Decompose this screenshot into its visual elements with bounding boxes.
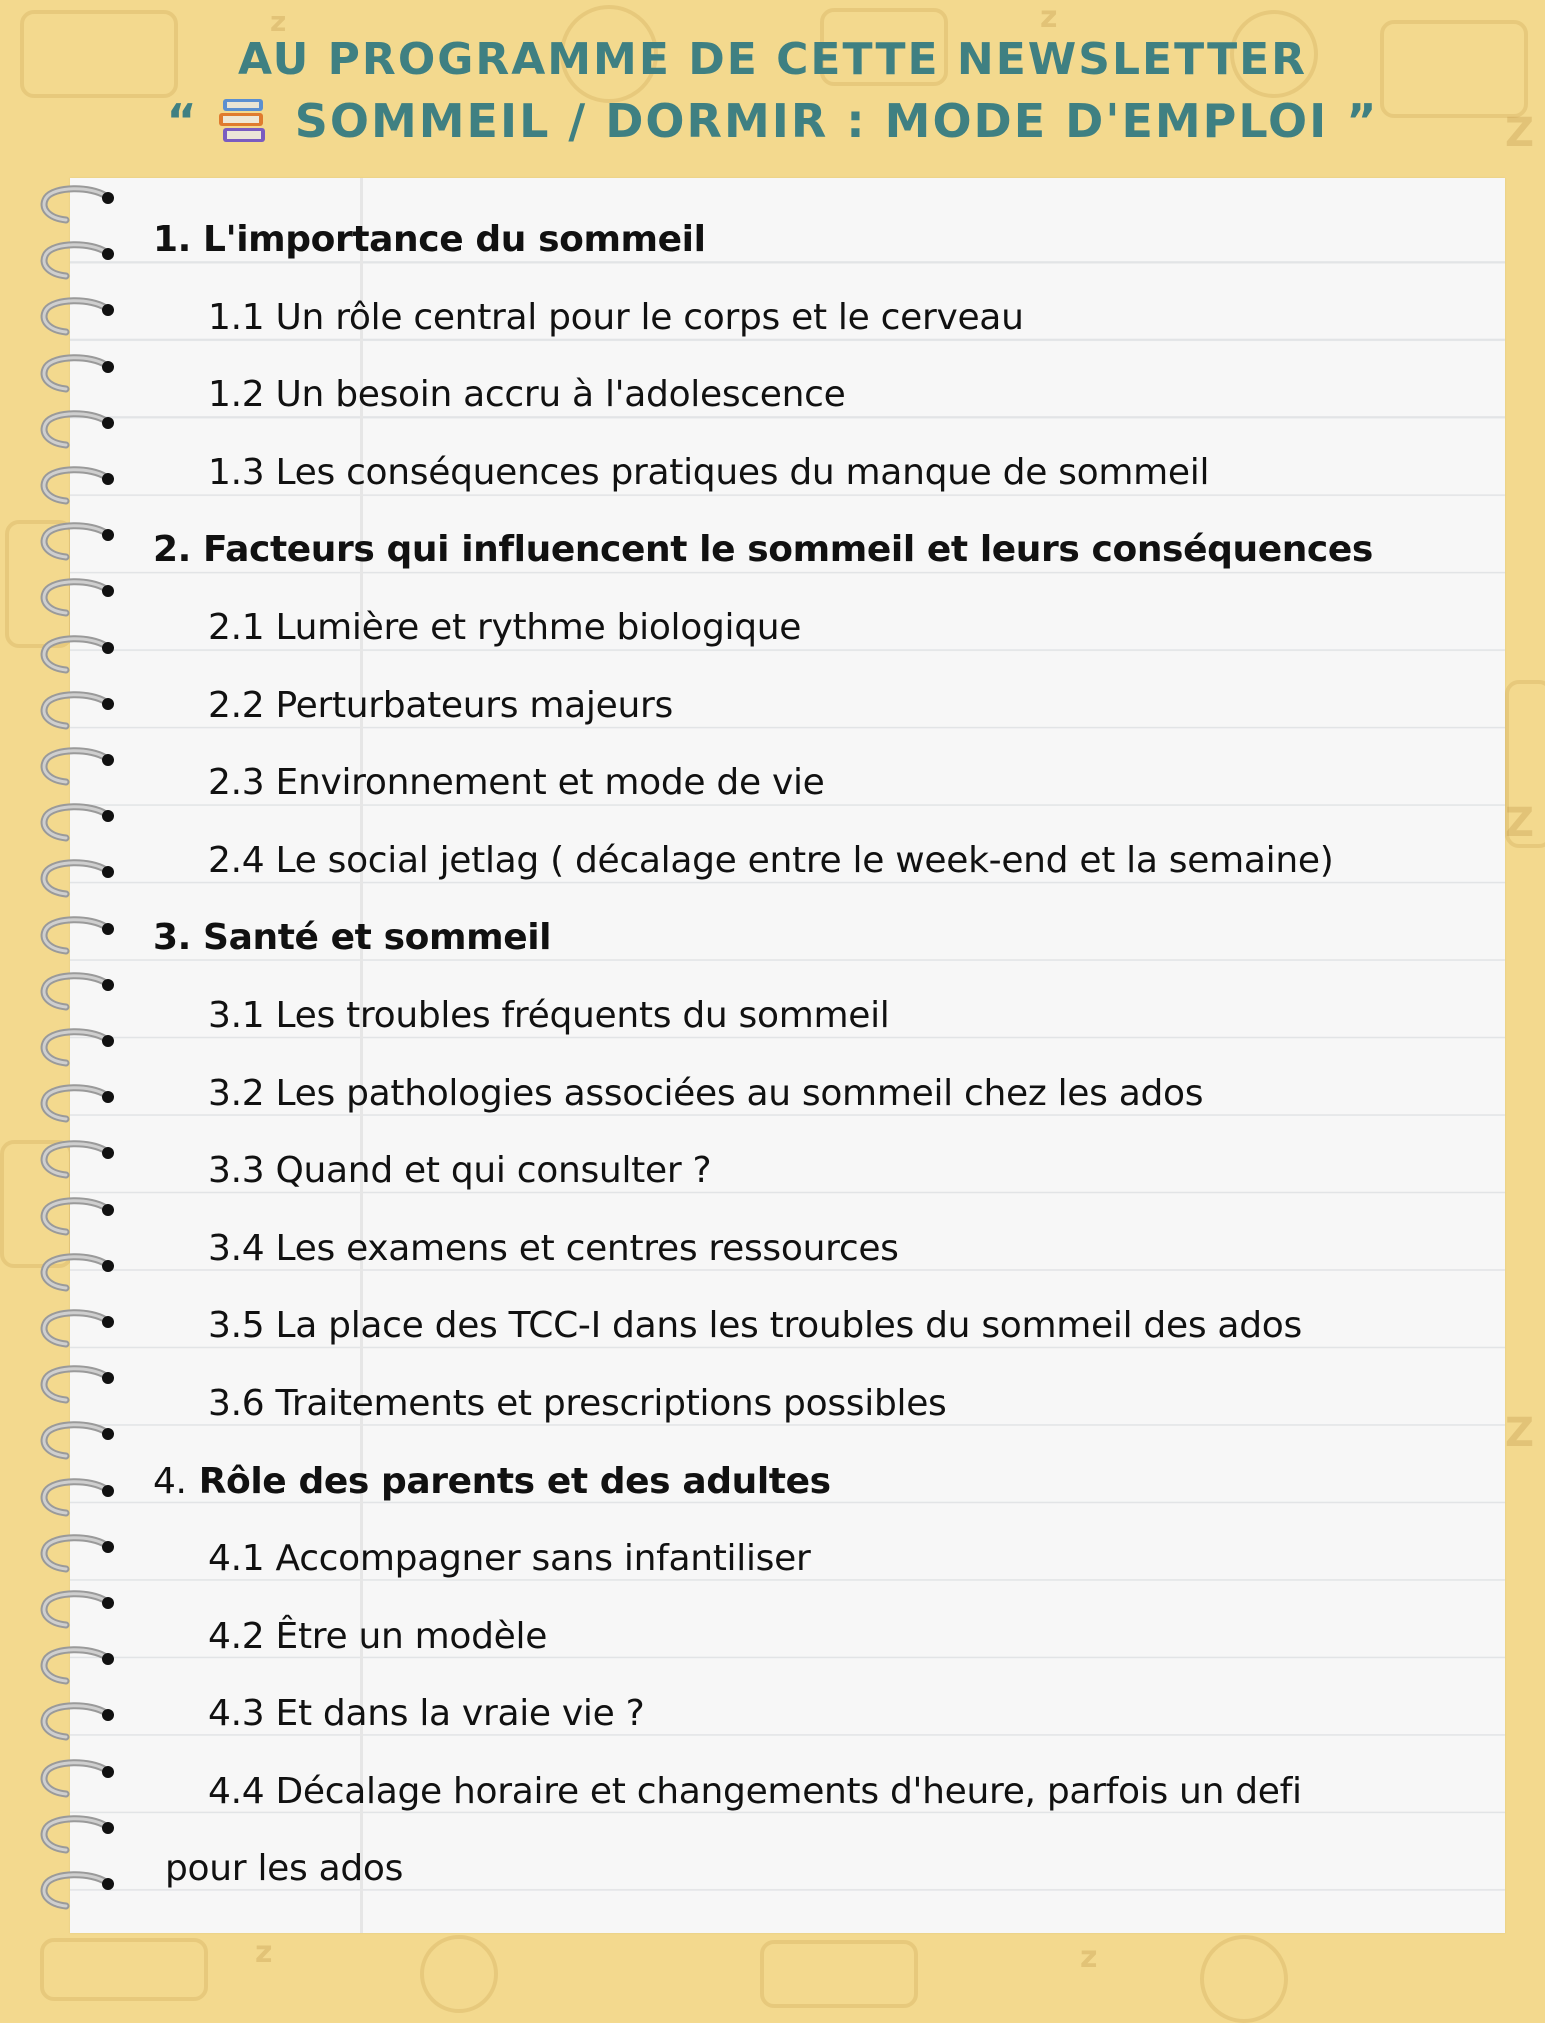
spiral-ring bbox=[36, 1758, 126, 1798]
list-item: 1.2 Un besoin accru à l'adolescence bbox=[208, 374, 846, 416]
spiral-ring bbox=[36, 409, 126, 449]
spiral-ring bbox=[36, 465, 126, 505]
section-heading-1: 1. L'importance du sommeil bbox=[153, 219, 706, 260]
list-item: 2.4 Le social jetlag ( décalage entre le week-end et la semaine) bbox=[208, 839, 1334, 881]
list-item: 3.2 Les pathologies associées au sommeil chez les ados bbox=[208, 1072, 1204, 1114]
table-of-contents bbox=[153, 208, 1493, 1915]
list-item: 1.3 Les conséquences pratiques du manque de sommeil bbox=[208, 451, 1210, 493]
books-icon bbox=[217, 97, 269, 145]
section-heading-3: 3. Santé et sommeil bbox=[153, 917, 552, 959]
spiral-ring bbox=[36, 1589, 126, 1629]
list-item: 4.1 Accompagner sans infantiliser bbox=[208, 1538, 811, 1580]
list-item: 2.1 Lumière et rythme biologique bbox=[208, 606, 802, 648]
spiral-ring bbox=[36, 802, 126, 842]
spiral-ring bbox=[36, 915, 126, 955]
spiral-ring bbox=[36, 1083, 126, 1123]
section-title-text: Rôle des parents et des adultes bbox=[198, 1460, 831, 1502]
spiral-ring bbox=[36, 1701, 126, 1741]
spiral-ring bbox=[36, 1364, 126, 1404]
section-heading-4 bbox=[153, 1450, 1493, 1528]
header-subtitle bbox=[0, 90, 1545, 152]
spiral-ring bbox=[36, 634, 126, 674]
list-item: 3.1 Les troubles fréquents du sommeil bbox=[208, 994, 890, 1036]
spiral-ring bbox=[36, 1533, 126, 1573]
spiral-ring bbox=[36, 184, 126, 224]
spiral-ring bbox=[36, 1196, 126, 1236]
list-item: 2.3 Environnement et mode de vie bbox=[208, 762, 825, 804]
list-item: 1.1 Un rôle central pour le corps et le cerveau bbox=[208, 296, 1024, 338]
section-number: 4. bbox=[153, 1460, 187, 1502]
spiral-ring bbox=[36, 746, 126, 786]
list-item: 3.6 Traitements et prescriptions possibles bbox=[208, 1382, 947, 1424]
list-item: 3.4 Les examens et centres ressources bbox=[208, 1227, 899, 1269]
spiral-ring bbox=[36, 1870, 126, 1910]
spiral-ring bbox=[36, 1252, 126, 1292]
list-item: 3.3 Quand et qui consulter ? bbox=[208, 1150, 712, 1192]
spiral-ring bbox=[36, 858, 126, 898]
spiral-ring bbox=[36, 577, 126, 617]
list-item-continuation: pour les ados bbox=[165, 1848, 404, 1890]
newsletter-header bbox=[0, 30, 1545, 152]
spiral-ring bbox=[36, 353, 126, 393]
section-heading-2: 2. Facteurs qui influencent le sommeil et leurs conséquences bbox=[153, 529, 1373, 571]
header-subtitle-text: SOMMEIL / DORMIR : MODE D'EMPLOI bbox=[294, 94, 1329, 148]
spiral-ring bbox=[36, 1420, 126, 1460]
spiral-ring bbox=[36, 1027, 126, 1067]
list-item: 2.2 Perturbateurs majeurs bbox=[208, 684, 673, 726]
spiral-ring bbox=[36, 971, 126, 1011]
spiral-ring bbox=[36, 240, 126, 280]
list-item: 4.3 Et dans la vraie vie ? bbox=[208, 1693, 645, 1735]
spiral-ring bbox=[36, 690, 126, 730]
spiral-binding bbox=[36, 184, 126, 1944]
list-item: 4.4 Décalage horaire et changements d'heure, parfois un defi bbox=[208, 1770, 1302, 1812]
spiral-ring bbox=[36, 1477, 126, 1517]
spiral-ring bbox=[36, 521, 126, 561]
spiral-ring bbox=[36, 1308, 126, 1348]
spiral-ring bbox=[36, 296, 126, 336]
spiral-ring bbox=[36, 1139, 126, 1179]
header-title: AU PROGRAMME DE CETTE NEWSLETTER bbox=[237, 34, 1308, 85]
spiral-ring bbox=[36, 1814, 126, 1854]
close-quote: ” bbox=[1346, 94, 1379, 148]
spiral-ring bbox=[36, 1645, 126, 1685]
open-quote: “ bbox=[166, 94, 199, 148]
list-item: 3.5 La place des TCC-I dans les troubles du sommeil des ados bbox=[208, 1305, 1302, 1347]
list-item: 4.2 Être un modèle bbox=[208, 1615, 548, 1657]
